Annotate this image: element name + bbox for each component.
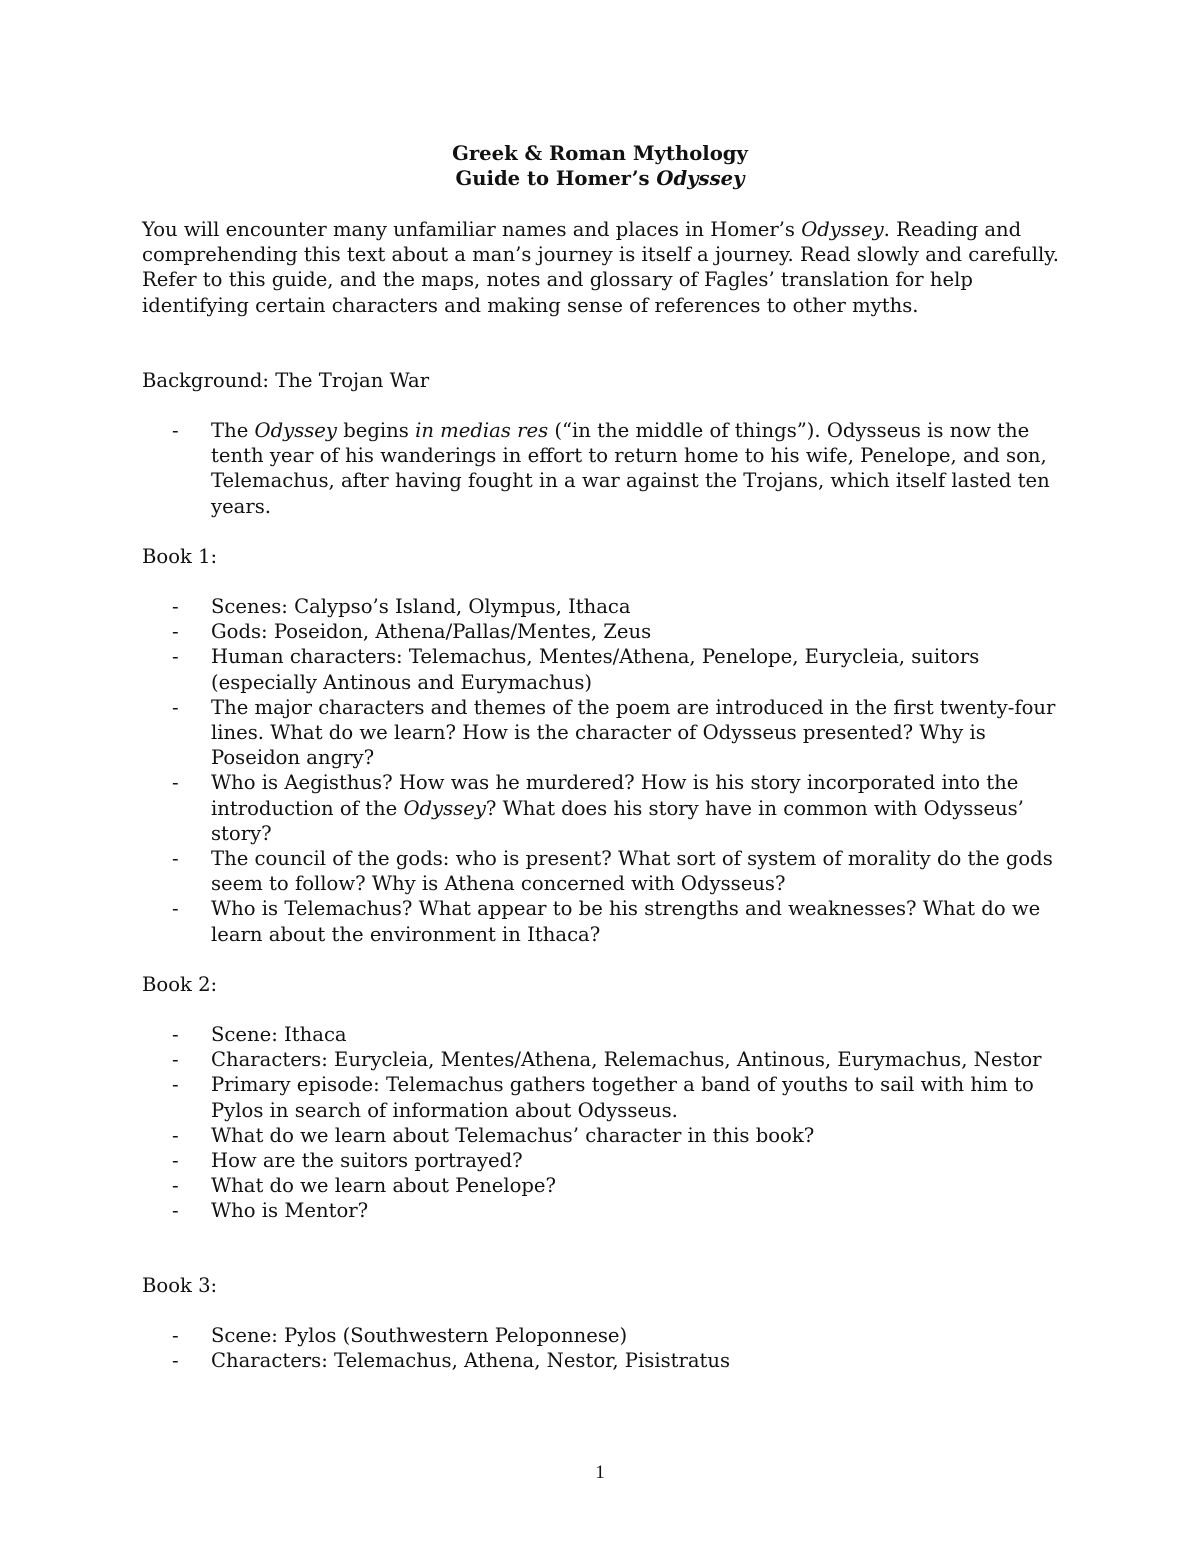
list-item bbox=[142, 1047, 1077, 1072]
bullet-dash: - bbox=[172, 771, 179, 795]
bullet-dash: - bbox=[172, 1324, 179, 1347]
item-text: Who is Aegisthus? How was he murdered? How is his story incorporated into the introduction of the bbox=[211, 771, 1019, 820]
book3-heading: Book 3: bbox=[142, 1274, 218, 1297]
subtitle-text: Guide to Homer’s bbox=[455, 167, 657, 190]
list-item bbox=[142, 846, 1077, 896]
list-item bbox=[142, 594, 1077, 619]
list-item bbox=[142, 770, 1077, 846]
page-number: 1 bbox=[595, 1462, 605, 1483]
bullet-dash: - bbox=[172, 847, 179, 871]
list-item bbox=[142, 418, 1077, 519]
item-text: The major characters and themes of the poem are introduced in the first twenty-four lines. What do we learn? How is the character of Odysseus presented? Why is Poseidon angry? bbox=[211, 695, 1056, 770]
item-text: What do we learn about Telemachus’ character in this book? bbox=[211, 1123, 815, 1147]
list-item bbox=[142, 896, 1077, 946]
background-heading: Background: The Trojan War bbox=[142, 369, 430, 392]
intro-text-2: . Reading and comprehending this text about a man’s journey is itself a journey. Read slowly and carefully. Refer to this guide, and the maps, notes and glossary of Fagles’ translation for help identifying certain characters and making sense of references to other myths. bbox=[142, 218, 1060, 317]
book1-heading: Book 1: bbox=[142, 545, 218, 568]
intro-paragraph bbox=[142, 217, 1067, 318]
item-text: The council of the gods: who is present? What sort of system of morality do the gods seem to follow? Why is Athena concerned with Odysseus? bbox=[211, 847, 1053, 896]
item-text: Scene: Pylos (Southwestern Peloponnese) bbox=[211, 1324, 628, 1347]
bullet-dash: - bbox=[172, 1123, 179, 1147]
item-text: Gods: Poseidon, Athena/Pallas/Mentes, Zeus bbox=[211, 620, 652, 644]
item-text: Scenes: Calypso’s Island, Olympus, Ithaca bbox=[211, 595, 631, 618]
book3-list bbox=[142, 1323, 1077, 1373]
list-item bbox=[142, 1348, 1077, 1373]
item-text: (“in the middle of things”). Odysseus is now the tenth year of his wanderings in effort to return home to his wife, Penelope, and son, Telemachus, after having fought in a war against the Trojans, which itself lasted ten years. bbox=[211, 419, 1050, 518]
item-text: Primary episode: Telemachus gathers together a band of youths to sail with him to Pylos in search of information about Odysseus. bbox=[211, 1073, 1034, 1122]
bullet-dash: - bbox=[172, 695, 179, 719]
bullet-dash: - bbox=[172, 1073, 179, 1097]
list-item bbox=[142, 1022, 1077, 1047]
document-title: Greek & Roman Mythology bbox=[452, 142, 748, 165]
book2-list bbox=[142, 1022, 1077, 1224]
item-italic: Odyssey bbox=[403, 796, 486, 820]
item-text: How are the suitors portrayed? bbox=[211, 1149, 523, 1173]
item-text: What do we learn about Penelope? bbox=[211, 1174, 557, 1198]
item-italic: in medias res bbox=[415, 419, 549, 442]
intro-italic: Odyssey bbox=[801, 218, 884, 241]
bullet-dash: - bbox=[172, 1199, 179, 1223]
item-text: ? What does his story have in common with Odysseus’ story? bbox=[211, 796, 1024, 845]
intro-text-1: You will encounter many unfamiliar names and places in Homer’s bbox=[142, 218, 802, 241]
bullet-dash: - bbox=[172, 1349, 179, 1373]
bullet-dash: - bbox=[172, 419, 179, 442]
book2-heading: Book 2: bbox=[142, 973, 218, 996]
background-list bbox=[142, 418, 1077, 519]
bullet-dash: - bbox=[172, 645, 179, 669]
bullet-dash: - bbox=[172, 1149, 179, 1173]
item-text: Characters: Eurycleia, Mentes/Athena, Relemachus, Antinous, Eurymachus, Nestor bbox=[211, 1048, 1042, 1072]
subtitle-italic: Odyssey bbox=[656, 167, 745, 190]
item-text: begins bbox=[336, 419, 416, 442]
bullet-dash: - bbox=[172, 1174, 179, 1198]
item-italic: Odyssey bbox=[254, 419, 337, 442]
book1-list bbox=[142, 594, 1077, 947]
bullet-dash: - bbox=[172, 595, 179, 618]
item-text: The bbox=[211, 419, 255, 442]
item-text: Who is Mentor? bbox=[211, 1199, 369, 1223]
item-text: Human characters: Telemachus, Mentes/Athena, Penelope, Eurycleia, suitors (especially Antinous and Eurymachus) bbox=[211, 645, 980, 694]
list-item bbox=[142, 1323, 1077, 1348]
bullet-dash: - bbox=[172, 620, 179, 644]
document-subtitle bbox=[0, 166, 1200, 191]
item-text: Characters: Telemachus, Athena, Nestor, Pisistratus bbox=[211, 1349, 731, 1373]
bullet-dash: - bbox=[172, 1048, 179, 1072]
list-item bbox=[142, 1072, 1077, 1122]
list-item bbox=[142, 1173, 1077, 1198]
list-item bbox=[142, 1198, 1077, 1223]
item-text: Who is Telemachus? What appear to be his strengths and weaknesses? What do we learn about the environment in Ithaca? bbox=[211, 897, 1041, 946]
list-item bbox=[142, 644, 1077, 694]
bullet-dash: - bbox=[172, 1023, 179, 1046]
list-item bbox=[142, 1123, 1077, 1148]
list-item bbox=[142, 695, 1077, 771]
bullet-dash: - bbox=[172, 897, 179, 921]
list-item bbox=[142, 619, 1077, 644]
list-item bbox=[142, 1148, 1077, 1173]
item-text: Scene: Ithaca bbox=[211, 1023, 347, 1046]
